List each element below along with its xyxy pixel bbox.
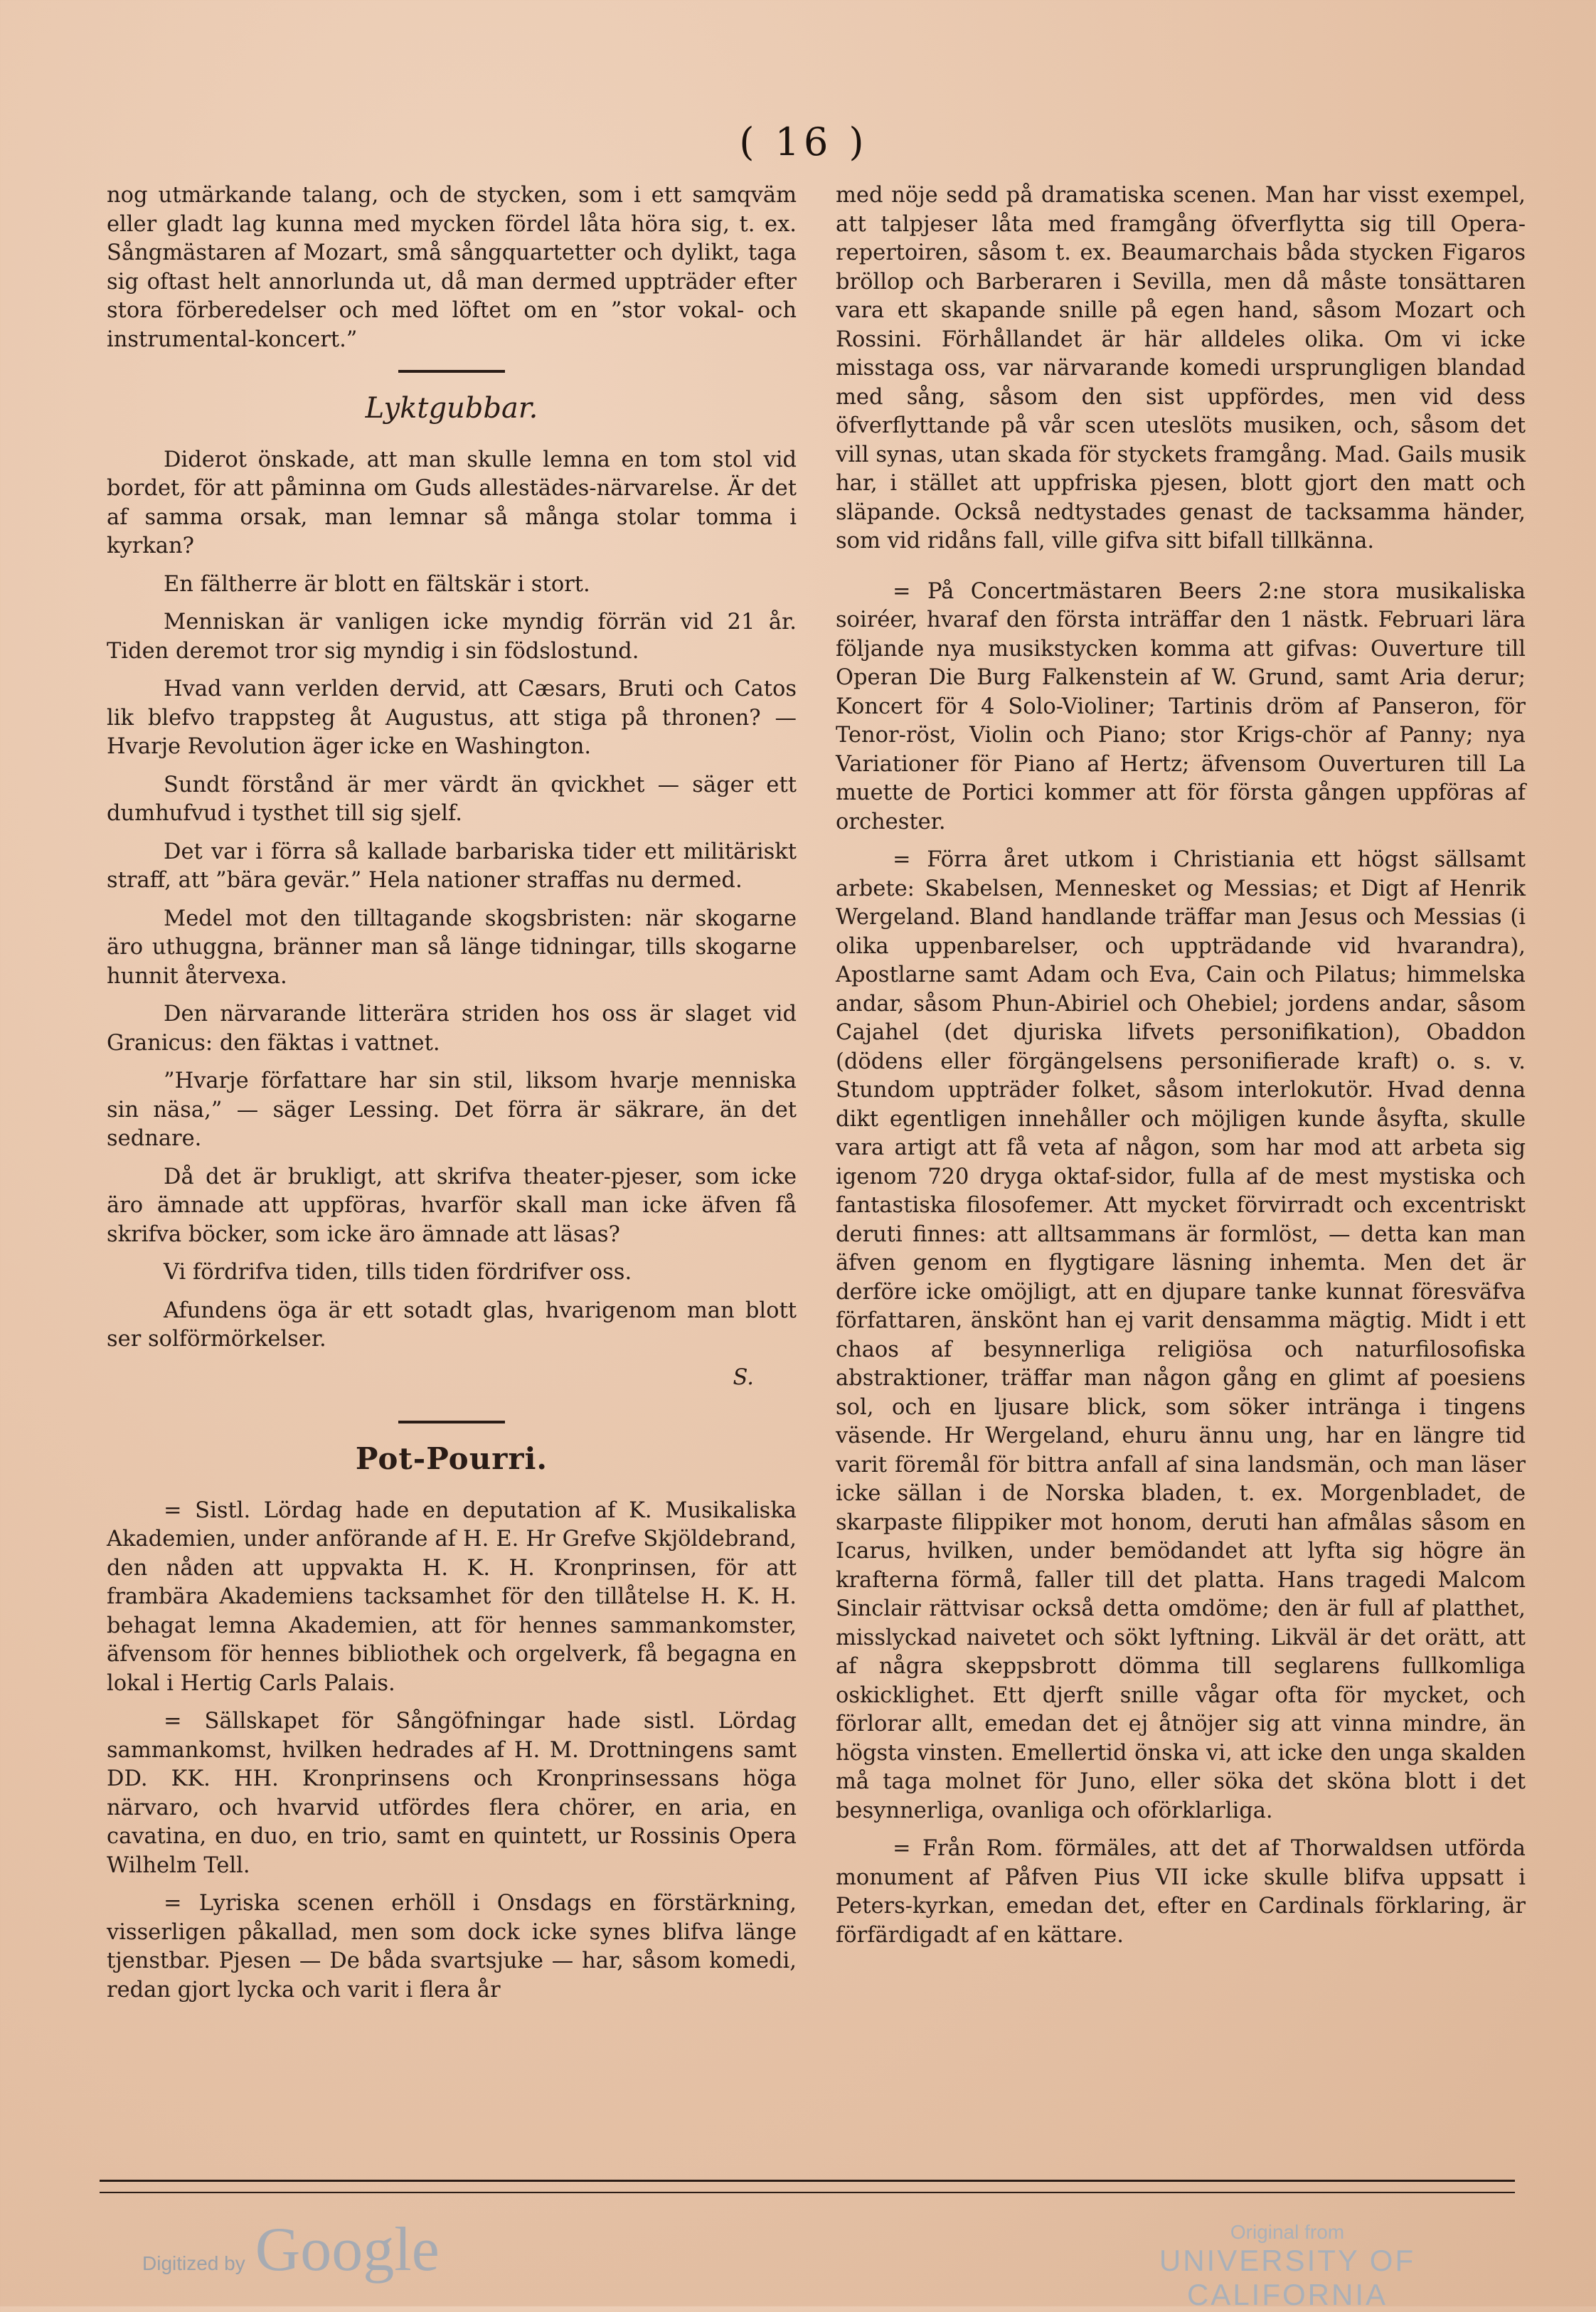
aphorism-paragraph: Sundt förstånd är mer värdt än qvickhet — säger ett dumhufvud i tysthet till sig sjelf. xyxy=(107,772,797,826)
news-item-paragraph: = Från Rom. förmäles, att det af Thorwaldsen utförda monument af Påfven Pius VII icke skulle blifva uppsatt i Peters-kyrkan, emedan det, efter en Cardinals förklaring, är förfärdigadt af en kättare. xyxy=(836,1836,1526,1948)
google-logo-text: Google xyxy=(255,2215,440,2284)
right-continuation-paragraph: med nöje sedd på dramatiska scenen. Man har visst exempel, att talpjeser låta med framgång öfverflytta sig till Opera-repertoiren, såsom t. ex. Beaumarchais båda stycken Figaros bröllop och Barberaren i Sevilla, men då måste tonsättaren vara ett skapande snille på egen hand, såsom Mozart och Rossini. Förhållandet är här alldeles olika. Om vi icke misstaga oss, var närvarande komedi ursprungligen blandad med sång, såsom den sist uppfördes, men vid dess öfverflyttande på vår scen uteslöts musiken, och, såsom det vill synas, utan skada för styckets framgång. Mad. Gails musik har, i stället att uppfriska pjesen, blott gjort den matt och släpande. Också nedtystades genast de tacksamma händer, som vid ridåns fall, ville gifva sitt bifall tillkänna. xyxy=(836,183,1526,553)
aphorism-paragraph: Hvad vann verlden dervid, att Cæsars, Bruti och Catos lik blefvo trappsteg åt Augustus, att stiga på thronen? — Hvarje Revolution äger icke en Washington. xyxy=(107,677,797,759)
left-column xyxy=(107,181,797,2014)
news-item-paragraph: = På Concertmästaren Beers 2:ne stora musikaliska soiréer, hvaraf den första inträffar den 1 nästk. Februari lära följande nya musikstycken komma att gifvas: Ouverture till Operan Die Burg Falkenstein af W. Grund, samt Aria derur; Koncert för 4 Solo-Violiner; Tartinis dröm af Panseron, för Tenor-röst, Violin och Piano; stor Krigs-chör af Panny; nya Variationer för Piano af Hertz; äfvensom Ouverturen till La muette de Portici kommer att för första gången uppföras af orchester. xyxy=(836,578,1526,834)
aphorism-paragraph: Vi fördrifva tiden, tills tiden fördrifver oss. xyxy=(164,1260,632,1285)
news-item-paragraph: = Sistl. Lördag hade en deputation af K. Musikaliska Akademien, under anförande af H. E. Hr Grefve Skjöldebrand, den nåden att uppvakta H. K. H. Kronprinsen, för att frambära Akademiens tacksamhet för den tillåtelse H. K. H. behagat lemna Akademien, att för hennes sammankomster, äfvensom för hennes bibliothek och orgelverk, få begagna en lokal i Hertig Carls Palais. xyxy=(107,1497,797,1696)
library-watermark xyxy=(1067,2221,1508,2312)
aphorism-paragraph: ”Hvarje författare har sin stil, liksom hvarje menniska sin näsa,” — säger Lessing. Det förra är säkrare, än det sednare. xyxy=(107,1068,797,1151)
news-item-paragraph: = Lyriska scenen erhöll i Onsdags en förstärkning, visserligen påkallad, men som dock icke synes blifva länge tjenstbar. Pjesen — De båda svartsjuke — har, såsom komedi, redan gjort lycka och varit i flera år xyxy=(107,1891,797,2003)
author-signature: S. xyxy=(733,1364,754,1390)
section-divider xyxy=(398,370,505,373)
news-item-paragraph: = Förra året utkom i Christiania ett högst sällsamt arbete: Skabelsen, Mennesket og Messias; et Digt af Henrik Wergeland. Bland handlande träffar man Jesus och Messias (i olika uppenbarelser, och uppträdande vid hvarandra), Apostlarne samt Adam och Eva, Cain och Pilatus; himmelska andar, såsom Phun-Abiriel och Ohebiel; jordens andar, såsom Cajahel (det djuriska lifvets personifikation), Obaddon (dödens eller förgängelsens personifierade kraft) o. s. v. Stundom uppträder folket, såsom interlokutör. Hvad denna dikt egentligen innehåller och möjligen kunde åsyfta, skulle vara artigt att få veta af någon, som har mod att arbeta sig igenom 720 dryga oktaf-sidor, fulla af de mest mystiska och fantastiska filosofemer. Att mycket förvirradt och excentriskt deruti finnes: att alltsammans är formlöst, — detta kan man äfven genom en flygtigare läsning inhemta. Men det är derföre icke omöjligt, att en djupare tanke kunnat föresväfva författaren, änskönt han ej varit densamma mägtig. Midt i ett chaos af besynnerliga religiösa och naturfilosofiska abstraktioner, träffar man någon gång en glimt af poesiens sol, och en ljusare blick, som söker intränga i tingens väsende. Hr Wergeland, ehuru ännu ung, har en längre tid varit föremål för bittra anfall af sina landsmän, och man läser icke sällan i de Norska bladen, t. ex. Morgenbladet, de skarpaste filippiker mot honom, deruti han afmålas såsom en Icarus, hvilken, under bemödandet att lyfta sig högre än krafterna förmå, faller till det platta. Hans tragedi Malcom Sinclair rättvisar också detta omdöme; den är full af platthet, misslyckad naivetet och sökt lyftning. Likväl är det orätt, att af några skeppsbrott dömma till seglarens fullkomliga oskicklighet. Ett djerft snille vågar ofta för mycket, och förlorar allt, emedan det ej åtnöjer sig att vinna mindre, än högsta vinsten. Emellertid önska vi, att icke den unga skalden må taga molnet för Juno, eller söka det sköna blott i det besynnerliga, ovanliga och oförklarliga. xyxy=(836,847,1526,1823)
news-item-paragraph: = Sällskapet för Sångöfningar hade sistl. Lördag sammankomst, hvilken hedrades af H. M. Drottningens samt DD. KK. HH. Kronprinsens och Kronprinsessans höga närvaro, och hvarvid utfördes flera chörer, en aria, en cavatina, en duo, en trio, samt en quintett, ur Rossinis Opera Wilhelm Tell. xyxy=(107,1709,797,1878)
aphorism-paragraph: Diderot önskade, att man skulle lemna en tom stol vid bordet, för att påminna om Guds allestädes-närvarelse. Är det af samma orsak, man lemnar så många stolar tomma i kyrkan? xyxy=(107,447,797,558)
aphorism-paragraph: Då det är brukligt, att skrifva theater-pjeser, som icke äro ämnade att uppföras, hvarför skall man icke äfven få skrifva böcker, som icke äro ämnade att läsas? xyxy=(107,1164,797,1247)
aphorism-paragraph: Den närvarande litterära striden hos oss är slaget vid Granicus: den fäktas i vattnet. xyxy=(107,1002,797,1056)
left-continuation-paragraph: nog utmärkande talang, och de stycken, som i ett samqväm eller gladt lag kunna med mycken fördel låta höra sig, t. ex. Sångmästaren af Mozart, små sångquartetter och dylikt, taga sig oftast helt annorlunda ut, då man dermed uppträder efter stora förberedelser och med löftet om en ”stor vokal- och instrumental-koncert.” xyxy=(107,183,797,352)
page-number: ( 16 ) xyxy=(739,120,868,164)
original-from-label: Original from xyxy=(1230,2221,1345,2243)
heading-potpourri: Pot-Pourri. xyxy=(355,1441,548,1476)
digitized-by-label: Digitized by xyxy=(142,2252,245,2274)
footer-double-rule xyxy=(100,2180,1515,2193)
aphorism-paragraph: Afundens öga är ett sotadt glas, hvarigenom man blott ser solförmörkelser. xyxy=(107,1298,797,1352)
library-name: UNIVERSITY OF CALIFORNIA xyxy=(1159,2244,1416,2311)
aphorism-paragraph: Menniskan är vanligen icke myndig förrän vid 21 år. Tiden deremot tror sig myndig i sin födslostund. xyxy=(107,610,797,664)
section-divider xyxy=(398,1421,505,1423)
aphorism-paragraph: Det var i förra så kallade barbariska tider ett militäriskt straff, att ”bära gevär.” Hela nationer straffas nu dermed. xyxy=(107,839,797,893)
aphorism-paragraph: Medel mot den tilltagande skogsbristen: när skogarne äro uthuggna, bränner man så länge tidningar, tills skogarne hunnit återvexa. xyxy=(107,906,797,989)
right-column xyxy=(836,181,1526,1959)
heading-lyktgubbar: Lyktgubbar. xyxy=(365,392,538,425)
aphorism-paragraph: En fältherre är blott en fältskär i stort. xyxy=(164,571,590,597)
digitized-watermark xyxy=(142,2214,440,2286)
